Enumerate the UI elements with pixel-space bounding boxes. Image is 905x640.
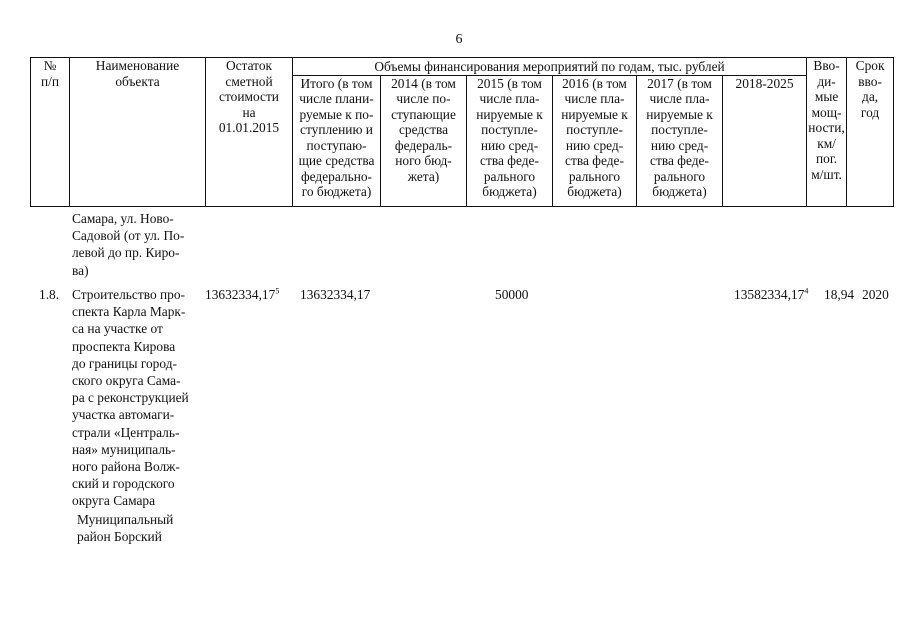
header-total: Итого (в том числе плани- руемые к по- ступлению и поступаю- щие средства федерально- го бюджета)	[293, 75, 381, 206]
balance-footnote: 5	[275, 286, 280, 296]
balance-value: 13632334,17$^5$	[205, 286, 280, 302]
term-value: 2020	[862, 287, 889, 302]
value-2018-2025: 13582334,17$^4$	[734, 286, 809, 302]
value-2015: 50000	[495, 287, 529, 302]
header-financing-group: Объемы финансирования мероприятий по годам, тыс. рублей	[293, 58, 807, 76]
page-number: 6	[455, 32, 463, 47]
header-num: № п/п	[31, 58, 70, 207]
header-2015: 2015 (в том числе пла- нируемые к поступле- нию сред- ства феде- рального бюджета)	[467, 75, 553, 206]
header-2014: 2014 (в том числе по- ступающие средства федераль- ного бюд- жета)	[381, 75, 467, 206]
financing-table-header	[30, 57, 894, 207]
header-term: Срок вво- да, год	[847, 58, 894, 207]
row-number: 1.8.	[39, 287, 60, 302]
next-object-name: Муниципальный район Борский	[77, 512, 174, 545]
previous-object-name: Самара, ул. Ново- Садовой (от ул. По- левой до пр. Киро- ва)	[72, 211, 185, 278]
total-value: 13632334,17	[300, 287, 371, 302]
header-2018-2025: 2018-2025	[723, 75, 807, 206]
header-2017: 2017 (в том числе пла- нируемые к поступле- нию сред- ства феде- рального бюджета)	[637, 75, 723, 206]
capacity-value: 18,94	[824, 287, 855, 302]
value-2018-footnote: 4	[804, 286, 809, 296]
header-balance: Остаток сметной стоимости на 01.01.2015	[206, 58, 293, 207]
header-name: Наименование объекта	[70, 58, 206, 207]
object-name: Строительство про- спекта Карла Марк- са на участке от проспекта Кирова до границы город- ского округа Сама- ра с реконструкцией участка автомаги- страли «Централь- ная» муниципаль- ного района Волж- ский и городского округа Самара	[72, 287, 189, 509]
header-capacity: Вво- ди- мые мощ- ности, км/ пог. м/шт.	[807, 58, 847, 207]
header-2016: 2016 (в том числе пла- нируемые к поступле- нию сред- ства феде- рального бюджета)	[553, 75, 637, 206]
